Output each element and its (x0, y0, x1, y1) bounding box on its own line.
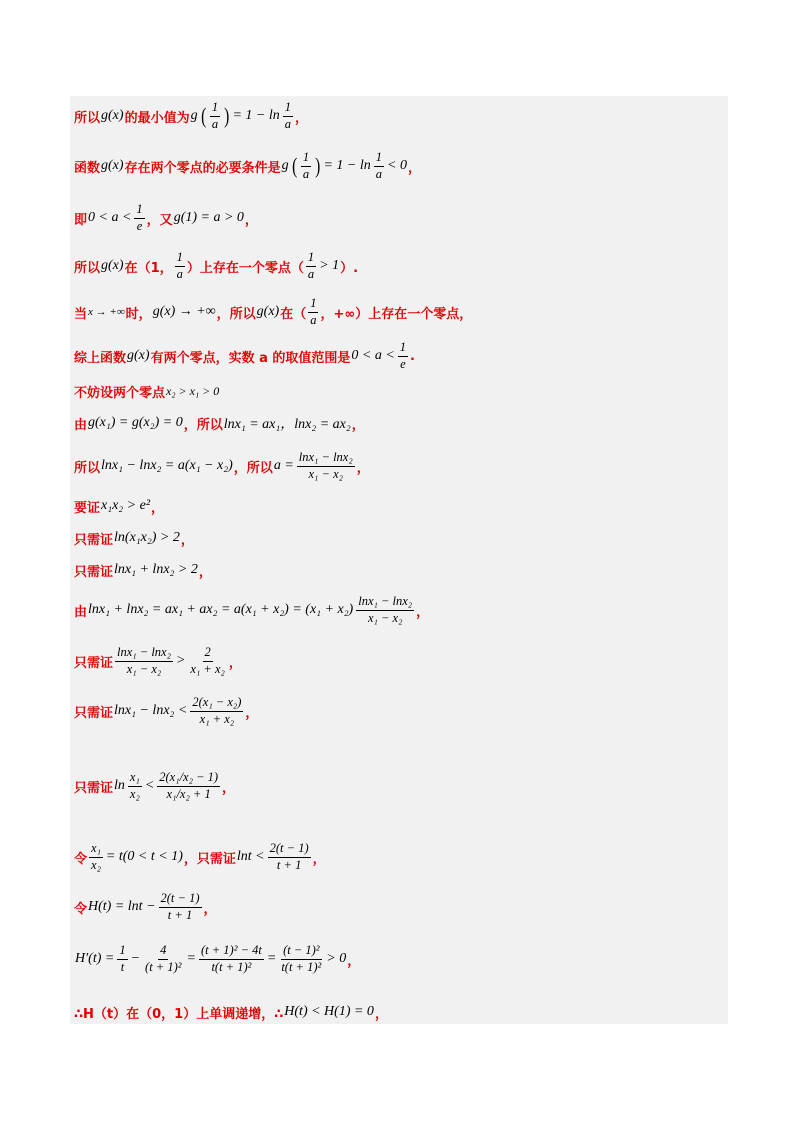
text: ， (203, 901, 217, 917)
text: 只需证 (74, 655, 114, 671)
math: = 1 − ln (232, 108, 280, 123)
math: > (175, 653, 186, 668)
math: g(x) (127, 348, 150, 363)
math: g(x) (256, 304, 280, 319)
text: 有两个零点，实数 a 的取值范围是 (150, 350, 351, 366)
text-line (74, 410, 365, 436)
math: 0 < a < (88, 210, 132, 225)
text: ， (228, 655, 242, 671)
math: = (186, 951, 196, 966)
fraction: $\frac{\text{lnx₁ − lnx₂}}{\text{x₁ − x₂}}$ (117, 644, 171, 676)
fraction: $\frac{\text{2(x₁ − x₂)}}{\text{x₁ + x₂}}$ (192, 694, 242, 726)
fraction: $\frac{2(t - 1)}{t + 1}$ (160, 890, 200, 922)
fraction: $\frac{\text{2(x₁/x₂ − 1)}}{\text{x₁/x₂ + 1}}$ (159, 769, 219, 801)
text-line (74, 292, 472, 332)
text: ，+∞）上存在一个零点， (320, 306, 473, 322)
text: 只需证 (74, 705, 114, 721)
fraction: $\frac{1}{t}$ (119, 942, 126, 974)
text-line (74, 558, 212, 582)
text: 当 (74, 306, 88, 322)
text-line (74, 526, 194, 550)
math: = 1 − ln (323, 158, 371, 173)
text: ）上存在一个零点（ (186, 260, 304, 276)
math: lnx₁ + lnx₂ = ax₁ + ax₂ = a(x₁ + x₂) = (x₁ + x₂) (88, 602, 354, 617)
text: ， (245, 705, 259, 721)
fraction: $\frac{1}{a}$ (284, 99, 292, 131)
text: ）. (340, 260, 359, 276)
math: lnx₁ = ax₁，lnx₂ = ax₂ (223, 417, 351, 432)
math: = (266, 951, 277, 966)
math: > 1 (319, 258, 340, 273)
text-line (74, 200, 258, 236)
text: 即 (74, 212, 88, 228)
math: lnx₁ − lnx₂ = a(x₁ − x₂) (101, 458, 233, 473)
math: < (144, 778, 155, 793)
fraction: $\frac{1}{a}$ (176, 249, 183, 281)
fraction: $\frac{\text{x₁}}{\text{x₂}}$ (91, 840, 101, 872)
fraction: $\frac{1}{e}$ (136, 201, 143, 233)
math: H(t) = lnt − (88, 899, 156, 914)
text: 所以 (74, 110, 101, 126)
text-line (74, 494, 164, 518)
text: ∴H（t）在（0，1）上单调递增，∴ (74, 1006, 284, 1022)
paren: ( (291, 153, 297, 178)
math: < 0 (387, 158, 407, 173)
text: 只需证 (74, 780, 114, 796)
math: = t(0 < t < 1) (105, 849, 183, 864)
math: g (281, 158, 289, 173)
text: 时， (125, 306, 152, 322)
math: g(x) (101, 108, 124, 123)
paren: ) (315, 153, 321, 178)
math: g (190, 108, 198, 123)
math: H′(t) = (75, 951, 115, 966)
fraction: $\frac{\text{x₁}}{\text{x₂}}$ (129, 769, 140, 801)
fraction: $\frac{1}{a}$ (310, 295, 317, 327)
text: ， (407, 160, 421, 176)
text: 要证 (74, 500, 101, 516)
text: 存在两个零点的必要条件是 (124, 160, 281, 176)
fraction: $\frac{\text{(t + 1)² − 4t}}{\text{t(t + 1)²}}$ (200, 942, 262, 974)
math: g(x) (101, 258, 124, 273)
text: ，又 (146, 212, 173, 228)
text: 在（ (280, 306, 307, 322)
text-line (74, 690, 258, 732)
text-line (74, 336, 415, 376)
paren: ) (224, 103, 230, 128)
text: ，所以 (216, 306, 256, 322)
text-line (74, 246, 358, 286)
text: 由 (74, 417, 88, 433)
text: 由 (74, 604, 88, 620)
text-line (74, 380, 220, 402)
fraction: $\frac{1}{a}$ (302, 149, 310, 181)
text: ， (222, 780, 236, 796)
text: 综上函数 (74, 350, 127, 366)
math: lnx₁ + lnx₂ > 2 (114, 562, 198, 577)
fraction: $\frac{1}{a}$ (375, 149, 383, 181)
text: 所以 (74, 260, 101, 276)
text: ， (416, 604, 430, 620)
math: x₁x₂ > e² (101, 498, 151, 513)
text: 令 (74, 851, 88, 867)
math: g(x) → +∞ (152, 304, 216, 319)
text: 所以 (74, 460, 101, 476)
text: ， (347, 953, 361, 969)
text: 令 (74, 901, 88, 917)
text-line (74, 146, 421, 186)
fraction: $\frac{\text{(t − 1)²}}{\text{t(t + 1)²}}$ (281, 942, 322, 974)
fraction: $\frac{4}{\text{(t + 1)²}}$ (145, 942, 182, 974)
fraction: $\frac{1}{a}$ (307, 249, 315, 281)
text: ， (351, 417, 365, 433)
math: H(t) < H(1) = 0 (284, 1004, 374, 1019)
text: 函数 (74, 160, 101, 176)
math: lnt < (236, 849, 265, 864)
text: 在（1， (124, 260, 173, 276)
text: ， (374, 1006, 388, 1022)
text: ， (295, 110, 309, 126)
fraction: $\frac{\text{lnx₁ − lnx₂}}{\text{x₁ − x₂}}$ (358, 593, 413, 625)
math: − (130, 951, 141, 966)
math: g(x₁) = g(x₂) = 0 (88, 415, 183, 430)
math: x₂ > x₁ > 0 (166, 383, 220, 398)
math: 0 < a < (351, 348, 395, 363)
text: ，所以 (233, 460, 273, 476)
text: ，所以 (183, 417, 223, 433)
text-line (74, 640, 242, 682)
text-line (74, 590, 429, 630)
text-line (74, 836, 326, 878)
paren: ( (200, 103, 206, 128)
math: g(x) (101, 158, 124, 173)
text: . (410, 348, 415, 364)
text: ， (356, 460, 370, 476)
text-line (74, 998, 388, 1026)
fraction: $\frac{2(t - 1)}{t + 1}$ (269, 840, 309, 872)
text-line (74, 936, 360, 982)
text-line (74, 746, 235, 826)
text: ， (244, 212, 258, 228)
fraction: $\frac{1}{e}$ (399, 339, 407, 371)
math: ln (114, 778, 125, 793)
text: 不妨设两个零点 (74, 385, 166, 401)
text: 只需证 (74, 532, 114, 548)
text: ，只需证 (183, 851, 236, 867)
math: g(1) = a > 0 (173, 210, 244, 225)
text: ， (151, 500, 165, 516)
text-line (74, 96, 308, 136)
fraction: $\frac{2}{\text{x₁ + x₂}}$ (190, 644, 225, 676)
fraction: $\frac{\text{lnx₁ − lnx₂}}{\text{x₁ − x₂}}$ (298, 449, 353, 481)
text: ， (180, 532, 194, 548)
text-line (74, 446, 370, 486)
text: 只需证 (74, 564, 114, 580)
text-line (74, 886, 217, 928)
math: > 0 (326, 951, 347, 966)
text: ， (198, 564, 212, 580)
text: ， (312, 851, 326, 867)
text: 的最小值为 (124, 110, 190, 126)
math: x → +∞ (88, 306, 125, 318)
math: lnx₁ − lnx₂ < (114, 703, 188, 718)
math: a = (273, 458, 294, 473)
fraction: $\frac{1}{a}$ (211, 99, 219, 131)
math: ln(x₁x₂) > 2 (114, 530, 180, 545)
